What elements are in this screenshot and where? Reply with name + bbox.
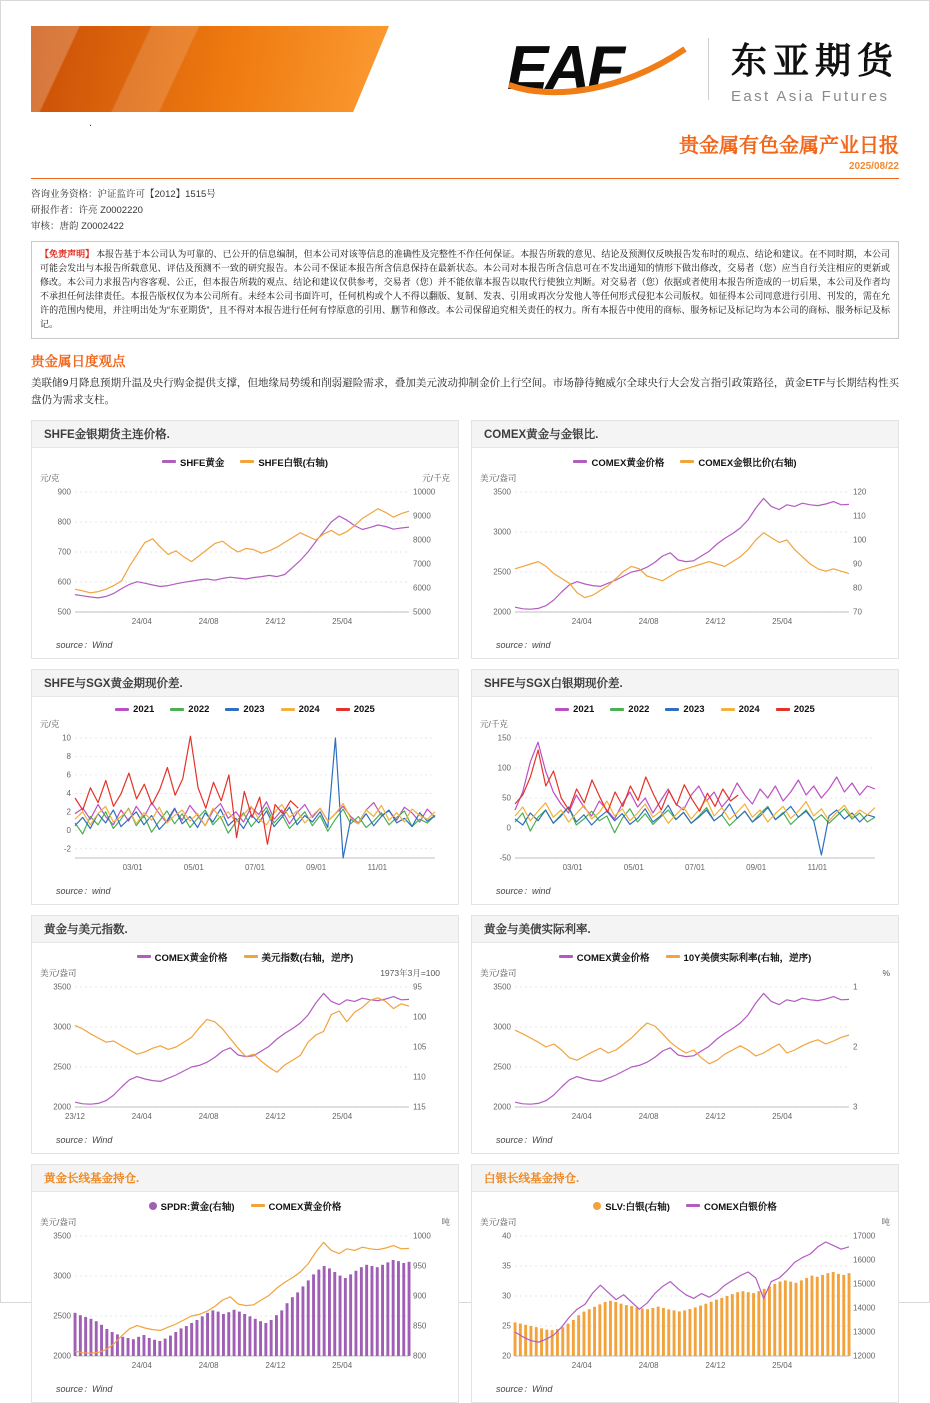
chart-canvas xyxy=(35,730,449,878)
left-axis-unit: 元/千克 xyxy=(480,718,508,729)
page-header xyxy=(31,25,899,113)
svg-text:0: 0 xyxy=(66,825,71,835)
svg-text:95: 95 xyxy=(413,982,422,992)
legend-item xyxy=(244,950,354,964)
svg-text:24/12: 24/12 xyxy=(265,1360,286,1370)
legend-swatch-line xyxy=(776,708,790,711)
left-axis-unit: 美元/盎司 xyxy=(480,967,517,978)
chart-canvas xyxy=(475,730,889,878)
svg-text:09/01: 09/01 xyxy=(306,862,327,872)
legend-swatch-line xyxy=(170,708,184,711)
svg-text:950: 950 xyxy=(413,1261,427,1271)
chart-title: 黄金长线基金持仓. xyxy=(32,1165,458,1192)
source-label: source：Wind xyxy=(56,639,113,650)
svg-text:24/04: 24/04 xyxy=(131,1360,152,1370)
legend-swatch-line xyxy=(244,955,258,958)
chart-legend xyxy=(32,448,458,469)
left-axis-unit: 美元/盎司 xyxy=(480,472,517,483)
svg-text:24/04: 24/04 xyxy=(571,616,592,626)
legend-label: 2025 xyxy=(353,703,375,715)
author-line: 研报作者：许亮 Z0002220 xyxy=(31,205,143,217)
chart-title: 白银长线基金持仓. xyxy=(472,1165,898,1192)
legend-label: 美元指数(右轴，逆序) xyxy=(261,952,354,964)
axis-units-row xyxy=(472,469,898,484)
svg-text:3: 3 xyxy=(853,1102,858,1112)
svg-text:24/08: 24/08 xyxy=(638,1111,659,1121)
legend-item xyxy=(559,950,650,964)
svg-text:24/12: 24/12 xyxy=(705,616,726,626)
disclaimer-text: 本报告基于本公司认为可靠的、已公开的信息编制，但本公司对该等信息的准确性及完整性不作任何保证。本报告所载的意见、结论及预测仅反映报告发布时的观点、结论和建议。在不同时期，本公司可能会发出与本报告所载意见、评估及预测不一致的研究报告。本公司不保证本报告所含信息保持在最新状态。本公司对本报告所含信息可在不发出通知的情形下做出修改，交易者（您）应当自行关注相应的更新或修改。本公司力求报告内容客观、公正，但本报告所载的观点、结论和建议仅供参考，交易者（您）并不能依靠本报告以取代行使独立判断。对交易者（您）依据或者使用本报告所造成的一切后果，本公司及作者均不承担任何法律责任。本报告版权仅为本公司所有。未经本公司书面许可，任何机构或个人不得以翻版、复制、发表、引用或再次分发他人等任何形式侵犯本公司版权。如征得本公司同意进行引用、刊发的，需在允许的范围内使用，并注明出处为“东亚期货”，且不得对本报告进行任何有悖原意的引用、删节和修改。本公司保留追究相关责任的权力。所有本报告中使用的商标、服务标记及标记均为本公司的商标、服务标记及标记。 xyxy=(40,249,890,330)
title-row xyxy=(31,129,899,172)
svg-text:105: 105 xyxy=(413,1042,427,1052)
svg-text:35: 35 xyxy=(502,1261,511,1271)
chart-wrap xyxy=(32,979,458,1132)
axis-note: 1973年3月=100 xyxy=(380,967,440,978)
legend-item xyxy=(666,950,812,964)
svg-text:24/08: 24/08 xyxy=(198,616,219,626)
legend-item xyxy=(281,704,320,715)
legend-swatch-line xyxy=(240,460,254,463)
right-axis-unit: 元/千克 xyxy=(422,472,450,483)
legend-item xyxy=(555,704,594,715)
eaf-logo-text: EAF xyxy=(506,34,622,103)
legend-label: SLV:白银(右轴) xyxy=(605,1201,670,1213)
eaf-logo xyxy=(505,33,690,105)
reviewer-line: 审核：唐韵 Z0002422 xyxy=(31,221,124,233)
chart-title: SHFE与SGX黄金期现价差. xyxy=(32,670,458,697)
svg-text:15000: 15000 xyxy=(853,1279,876,1289)
report-date: 2025/08/22 xyxy=(848,161,899,172)
svg-text:-2: -2 xyxy=(63,843,71,853)
svg-text:24/12: 24/12 xyxy=(265,1111,286,1121)
axis-units-row xyxy=(472,964,898,979)
brand-en: East Asia Futures xyxy=(730,88,890,105)
stray-dot: . xyxy=(89,117,93,129)
legend-label: 2025 xyxy=(793,703,815,715)
svg-text:2500: 2500 xyxy=(53,1311,71,1321)
chart-panel-shfe-gold-silver xyxy=(31,420,459,659)
svg-text:07/01: 07/01 xyxy=(244,862,266,872)
axis-units-row xyxy=(472,715,898,730)
chart-wrap xyxy=(32,730,458,883)
svg-text:25/04: 25/04 xyxy=(772,1360,793,1370)
svg-text:2: 2 xyxy=(853,1042,858,1052)
chart-canvas xyxy=(35,484,449,632)
svg-text:12000: 12000 xyxy=(853,1351,876,1361)
svg-text:700: 700 xyxy=(57,547,71,557)
legend-item xyxy=(162,455,224,469)
source-label: source：Wind xyxy=(56,1134,113,1145)
source-label: source：wind xyxy=(496,885,551,896)
source-label: source：wind xyxy=(496,639,551,650)
source-label: source：Wind xyxy=(496,1383,553,1394)
right-axis-unit: 吨 xyxy=(881,1216,890,1227)
legend-label: COMEX黄金价格 xyxy=(268,1201,342,1213)
svg-text:11/01: 11/01 xyxy=(367,862,388,872)
axis-units-row xyxy=(32,1213,458,1228)
legend-label: SPDR:黄金(右轴) xyxy=(160,1201,235,1213)
svg-text:11/01: 11/01 xyxy=(807,862,828,872)
legend-label: COMEX黄金价格 xyxy=(591,457,665,469)
svg-text:2: 2 xyxy=(66,807,71,817)
svg-text:30: 30 xyxy=(502,1291,511,1301)
svg-text:24/08: 24/08 xyxy=(638,1360,659,1370)
legend-label: COMEX白银价格 xyxy=(703,1201,777,1213)
svg-text:3500: 3500 xyxy=(493,982,511,992)
svg-text:1: 1 xyxy=(853,982,858,992)
chart-legend xyxy=(472,1192,898,1213)
chart-canvas xyxy=(35,1228,449,1376)
svg-text:50: 50 xyxy=(502,793,511,803)
legend-swatch-bar xyxy=(593,1202,601,1210)
left-axis-unit: 美元/盎司 xyxy=(40,1216,77,1227)
svg-text:3500: 3500 xyxy=(53,982,71,992)
chart-legend xyxy=(472,448,898,469)
svg-text:800: 800 xyxy=(57,517,71,527)
svg-text:24/04: 24/04 xyxy=(571,1111,592,1121)
svg-text:13000: 13000 xyxy=(853,1327,876,1337)
brand-cn: 东亚期货 xyxy=(730,40,899,81)
chart-title: SHFE与SGX白银期现价差. xyxy=(472,670,898,697)
qualification-line: 咨询业务资格：沪证监许可【2012】1515号 xyxy=(31,189,216,200)
legend-item xyxy=(610,704,649,715)
svg-text:17000: 17000 xyxy=(853,1231,876,1241)
left-axis-unit: 元/克 xyxy=(40,472,60,483)
svg-text:24/12: 24/12 xyxy=(705,1360,726,1370)
svg-text:800: 800 xyxy=(413,1351,427,1361)
svg-text:3000: 3000 xyxy=(53,1271,71,1281)
svg-text:25/04: 25/04 xyxy=(332,616,353,626)
orange-rule xyxy=(31,178,899,179)
legend-label: COMEX黄金价格 xyxy=(154,952,228,964)
chart-wrap xyxy=(472,979,898,1132)
svg-text:4: 4 xyxy=(66,788,71,798)
legend-swatch-line xyxy=(680,460,694,463)
svg-text:03/01: 03/01 xyxy=(562,862,583,872)
chart-title: COMEX黄金与金银比. xyxy=(472,421,898,448)
legend-swatch-line xyxy=(666,955,680,958)
legend-item xyxy=(686,1199,777,1213)
disclaimer-box xyxy=(31,241,899,339)
svg-text:7000: 7000 xyxy=(413,559,431,569)
svg-text:24/12: 24/12 xyxy=(705,1111,726,1121)
legend-label: 2023 xyxy=(243,703,265,715)
chart-title: SHFE金银期货主连价格. xyxy=(32,421,458,448)
chart-panel-gold-real-yield xyxy=(471,915,899,1154)
chart-legend xyxy=(472,697,898,715)
chart-title: 黄金与美债实际利率. xyxy=(472,916,898,943)
svg-text:9000: 9000 xyxy=(413,511,431,521)
chart-legend xyxy=(472,943,898,964)
svg-text:25/04: 25/04 xyxy=(772,616,793,626)
section-title: 贵金属日度观点 xyxy=(31,354,126,370)
legend-item xyxy=(336,704,375,715)
svg-text:25/04: 25/04 xyxy=(772,1111,793,1121)
legend-swatch-line xyxy=(137,955,151,958)
brand-text xyxy=(731,33,899,105)
legend-swatch-line xyxy=(686,1204,700,1207)
legend-item xyxy=(115,704,154,715)
axis-units-row xyxy=(32,469,458,484)
legend-item xyxy=(149,1199,235,1213)
legend-label: 2022 xyxy=(188,703,210,715)
svg-text:110: 110 xyxy=(853,511,866,521)
svg-text:100: 100 xyxy=(853,535,867,545)
right-axis-unit: 吨 xyxy=(441,1216,450,1227)
legend-swatch-line xyxy=(721,708,735,711)
svg-text:25/04: 25/04 xyxy=(332,1111,353,1121)
legend-label: 2023 xyxy=(683,703,705,715)
axis-units-row xyxy=(32,715,458,730)
svg-text:6000: 6000 xyxy=(413,583,431,593)
svg-text:2000: 2000 xyxy=(53,1102,71,1112)
disclaimer-label: 【免责声明】 xyxy=(40,249,95,260)
legend-label: 2024 xyxy=(738,703,760,715)
svg-text:110: 110 xyxy=(413,1072,426,1082)
report-title: 贵金属有色金属产业日报 xyxy=(679,135,899,157)
chart-panel-shfe-sgx-silver-basis xyxy=(471,669,899,905)
svg-text:16000: 16000 xyxy=(853,1255,876,1265)
svg-text:03/01: 03/01 xyxy=(122,862,143,872)
svg-text:2000: 2000 xyxy=(53,1351,71,1361)
axis-units-row xyxy=(32,964,458,979)
svg-text:25: 25 xyxy=(502,1321,511,1331)
legend-label: 2021 xyxy=(573,703,595,715)
svg-text:3500: 3500 xyxy=(493,487,511,497)
svg-text:600: 600 xyxy=(57,577,71,587)
left-axis-unit: 美元/盎司 xyxy=(480,1216,517,1227)
svg-text:24/12: 24/12 xyxy=(265,616,286,626)
svg-text:8: 8 xyxy=(66,751,71,761)
chart-panel-shfe-sgx-gold-basis xyxy=(31,669,459,905)
legend-swatch-line xyxy=(115,708,129,711)
svg-text:-50: -50 xyxy=(499,853,511,863)
source-label: source：Wind xyxy=(56,1383,113,1394)
legend-item xyxy=(251,1199,342,1213)
legend-swatch-line xyxy=(225,708,239,711)
legend-label: COMEX金银比价(右轴) xyxy=(698,457,797,469)
svg-text:20: 20 xyxy=(502,1351,511,1361)
svg-text:900: 900 xyxy=(413,1291,427,1301)
chart-panel-gold-dxy xyxy=(31,915,459,1154)
svg-text:2500: 2500 xyxy=(53,1062,71,1072)
svg-text:14000: 14000 xyxy=(853,1303,876,1313)
legend-label: COMEX黄金价格 xyxy=(576,952,650,964)
legend-item xyxy=(573,455,664,469)
svg-text:100: 100 xyxy=(413,1012,427,1022)
svg-text:10: 10 xyxy=(62,733,71,743)
legend-swatch-line xyxy=(162,460,176,463)
legend-swatch-line xyxy=(559,955,573,958)
legend-item xyxy=(137,950,228,964)
svg-text:2000: 2000 xyxy=(493,1102,511,1112)
svg-text:05/01: 05/01 xyxy=(623,862,644,872)
svg-text:900: 900 xyxy=(57,487,71,497)
chart-panel-silver-etf-holdings xyxy=(471,1164,899,1403)
legend-label: 2024 xyxy=(298,703,320,715)
svg-text:07/01: 07/01 xyxy=(684,862,706,872)
legend-item xyxy=(225,704,264,715)
svg-text:115: 115 xyxy=(413,1102,426,1112)
legend-swatch-line xyxy=(336,708,350,711)
chart-panel-gold-etf-holdings xyxy=(31,1164,459,1403)
svg-text:24/08: 24/08 xyxy=(198,1360,219,1370)
chart-legend xyxy=(32,943,458,964)
svg-text:05/01: 05/01 xyxy=(183,862,204,872)
legend-swatch-line xyxy=(555,708,569,711)
svg-text:2500: 2500 xyxy=(493,567,511,577)
chart-canvas xyxy=(35,979,449,1127)
svg-text:5000: 5000 xyxy=(413,607,431,617)
logo-divider xyxy=(708,38,709,100)
legend-item xyxy=(593,1199,670,1213)
legend-item xyxy=(721,704,760,715)
brand-group xyxy=(505,33,899,105)
svg-text:24/08: 24/08 xyxy=(198,1111,219,1121)
chart-canvas xyxy=(475,484,889,632)
chart-wrap xyxy=(472,730,898,883)
legend-label: 2021 xyxy=(133,703,155,715)
legend-label: 10Y美债实际利率(右轴，逆序) xyxy=(683,952,812,964)
svg-text:25/04: 25/04 xyxy=(332,1360,353,1370)
svg-text:40: 40 xyxy=(502,1231,511,1241)
svg-text:3500: 3500 xyxy=(53,1231,71,1241)
legend-swatch-line xyxy=(610,708,624,711)
svg-text:3000: 3000 xyxy=(493,527,511,537)
source-label: source：wind xyxy=(56,885,111,896)
svg-text:24/04: 24/04 xyxy=(131,616,152,626)
svg-text:6: 6 xyxy=(66,770,71,780)
svg-text:70: 70 xyxy=(853,607,862,617)
svg-text:23/12: 23/12 xyxy=(64,1111,86,1121)
section-body: 美联储9月降息预期升温及央行购金提供支撑，但地缘局势缓和削弱避险需求，叠加美元波动抑制金价上行空间。市场静待鲍威尔全球央行大会发言指引政策路径，黄金ETF与长期结构性买盘仍为需求支柱。 xyxy=(31,377,899,407)
header-orange-banner xyxy=(31,26,389,112)
chart-legend xyxy=(32,697,458,715)
chart-canvas xyxy=(475,979,889,1127)
source-label: source：Wind xyxy=(496,1134,553,1145)
meta-block xyxy=(31,187,899,235)
svg-text:500: 500 xyxy=(57,607,71,617)
legend-label: SHFE白银(右轴) xyxy=(258,457,328,469)
svg-text:24/08: 24/08 xyxy=(638,616,659,626)
svg-text:09/01: 09/01 xyxy=(746,862,767,872)
svg-text:120: 120 xyxy=(853,487,867,497)
right-axis-unit: % xyxy=(882,967,890,978)
legend-item xyxy=(665,704,704,715)
chart-wrap xyxy=(472,1228,898,1381)
left-axis-unit: 元/克 xyxy=(40,718,60,729)
chart-wrap xyxy=(32,484,458,637)
left-axis-unit: 美元/盎司 xyxy=(40,967,77,978)
legend-swatch-line xyxy=(281,708,295,711)
svg-text:8000: 8000 xyxy=(413,535,431,545)
axis-units-row xyxy=(472,1213,898,1228)
legend-label: SHFE黄金 xyxy=(179,457,225,469)
svg-text:24/04: 24/04 xyxy=(131,1111,152,1121)
svg-text:80: 80 xyxy=(853,583,862,593)
legend-label: 2022 xyxy=(628,703,650,715)
legend-item xyxy=(240,455,328,469)
legend-item xyxy=(680,455,796,469)
svg-text:3000: 3000 xyxy=(53,1022,71,1032)
svg-text:1000: 1000 xyxy=(413,1231,431,1241)
legend-swatch-line xyxy=(573,460,587,463)
chart-title: 黄金与美元指数. xyxy=(32,916,458,943)
svg-text:0: 0 xyxy=(506,823,511,833)
svg-text:2000: 2000 xyxy=(493,607,511,617)
svg-text:150: 150 xyxy=(497,733,511,743)
svg-text:24/04: 24/04 xyxy=(571,1360,592,1370)
svg-text:3000: 3000 xyxy=(493,1022,511,1032)
legend-item xyxy=(170,704,209,715)
svg-text:90: 90 xyxy=(853,559,862,569)
legend-swatch-line xyxy=(665,708,679,711)
svg-text:10000: 10000 xyxy=(413,487,436,497)
legend-swatch-line xyxy=(251,1204,265,1207)
chart-wrap xyxy=(32,1228,458,1381)
svg-text:100: 100 xyxy=(497,763,511,773)
legend-item xyxy=(776,704,815,715)
charts-grid xyxy=(31,420,899,1403)
chart-canvas xyxy=(475,1228,889,1376)
svg-text:850: 850 xyxy=(413,1321,427,1331)
svg-text:2500: 2500 xyxy=(493,1062,511,1072)
legend-swatch-bar xyxy=(149,1202,157,1210)
chart-legend xyxy=(32,1192,458,1213)
chart-wrap xyxy=(472,484,898,637)
chart-panel-comex-gold-ratio xyxy=(471,420,899,659)
